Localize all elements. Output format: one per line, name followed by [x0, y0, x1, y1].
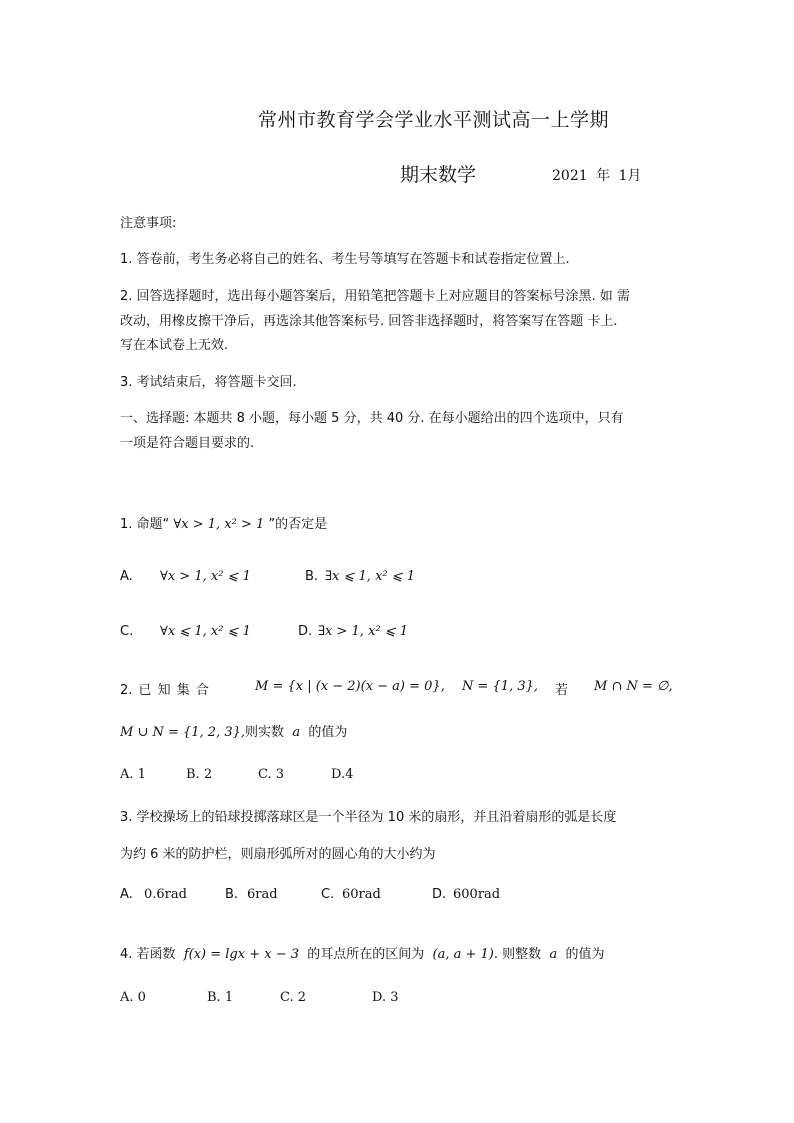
question-2-option-a: A. 1: [120, 767, 146, 782]
question-1-option-a-label: A.: [120, 569, 133, 584]
question-4-option-b: B. 1: [207, 990, 234, 1005]
note-item-2-line-3: 写在本试卷上无效.: [120, 338, 229, 353]
exam-subject: 期末数学: [400, 164, 477, 186]
question-1-option-b: ∃x ⩽ 1, x² ⩽ 1: [325, 569, 416, 584]
question-3-option-c: 60rad: [342, 887, 381, 902]
question-2-prefix: 2. 已 知 集 合: [120, 683, 209, 698]
question-2-suffix-2: 的值为: [308, 725, 348, 740]
question-4-function: f(x) = lgx + x − 3: [183, 947, 299, 962]
note-item-1: 1. 答卷前，考生务必将自己的姓名、考生号等填写在答题卡和试卷指定位置上.: [120, 252, 570, 267]
question-2-set-m: M = {x | (x − 2)(x − a) = 0},: [255, 679, 445, 694]
question-1-option-a: ∀x > 1, x² ⩽ 1: [160, 569, 251, 584]
question-4-mid: 的耳点所在的区间为: [307, 947, 425, 962]
question-2-set-n: N = {1, 3},: [462, 679, 539, 694]
question-2-option-c: C. 3: [258, 767, 285, 782]
question-3-stem-line-1: 3. 学校操场上的铅球投掷落球区是一个半径为 10 米的扇形，并且沿着扇形的弧是长度: [120, 810, 617, 825]
question-4-option-d: D. 3: [372, 990, 399, 1005]
question-3-option-b: 6rad: [247, 887, 278, 902]
question-3-option-c-label: C.: [321, 887, 335, 902]
section-1-instructions-line-1: 一、选择题: 本题共 8 小题，每小题 5 分，共 40 分. 在每小题给出的四个选项中，只有: [120, 411, 624, 426]
question-3-option-b-label: B.: [225, 887, 239, 902]
question-4-prefix: 4. 若函数: [120, 947, 176, 962]
question-4-suffix: 的值为: [565, 947, 605, 962]
note-item-2-line-1: 2. 回答选择题时，选出每小题答案后，用铅笔把答题卡上对应题目的答案标号涂黑. 如 需: [120, 289, 630, 304]
question-3-option-d-label: D.: [432, 887, 447, 902]
question-2-option-b: B. 2: [186, 767, 213, 782]
question-3-option-a-label: A.: [120, 887, 133, 902]
question-4-option-c: C. 2: [280, 990, 307, 1005]
question-4-variable: a: [549, 947, 558, 962]
question-1-prefix: 1. 命题“: [120, 517, 170, 532]
notes-heading: 注意事项:: [120, 216, 177, 231]
question-1-expression: ∀x > 1, x² > 1: [169, 517, 269, 532]
question-2-stem-line-2: [120, 721, 347, 740]
question-2-ruo: 若: [555, 683, 569, 698]
question-1-stem: [120, 513, 327, 532]
question-1-option-b-label: B.: [305, 569, 319, 584]
question-2-variable: a: [292, 725, 301, 740]
question-3-option-a: 0.6rad: [144, 887, 187, 902]
exam-title: 常州市教育学会学业水平测试高一上学期: [258, 109, 610, 131]
question-4-interval: (a, a + 1).: [432, 947, 499, 962]
note-item-2-line-2: 改动，用橡皮擦干净后，再选涂其他答案标号. 回答非选择题时，将答案写在答题 卡上.: [120, 314, 618, 329]
question-4-mid-2: 则整数: [502, 947, 542, 962]
question-4-stem: [120, 943, 604, 962]
note-item-3: 3. 考试结束后，将答题卡交回.: [120, 375, 297, 390]
question-1-option-c-label: C.: [120, 624, 134, 639]
question-4-option-a: A. 0: [120, 990, 146, 1005]
question-1-option-c: ∀x ⩽ 1, x² ⩽ 1: [160, 624, 251, 639]
question-1-option-d: ∃x > 1, x² ⩽ 1: [318, 624, 409, 639]
question-2-option-d: D.4: [331, 767, 354, 782]
question-2-condition-2: M ∪ N = {1, 2, 3},: [120, 725, 246, 740]
question-2-suffix: 则实数: [245, 725, 285, 740]
question-1-option-d-label: D.: [298, 624, 313, 639]
exam-date: 2021 年 1月: [552, 168, 642, 184]
question-3-option-d: 600rad: [453, 887, 501, 902]
question-3-stem-line-2: 为约 6 米的防护栏，则扇形弧所对的圆心角的大小约为: [120, 847, 436, 862]
question-2-condition-1: M ∩ N = ∅,: [594, 679, 673, 694]
question-1-suffix: ”的否定是: [268, 517, 328, 532]
section-1-instructions-line-2: 一项是符合题目要求的.: [120, 436, 255, 451]
